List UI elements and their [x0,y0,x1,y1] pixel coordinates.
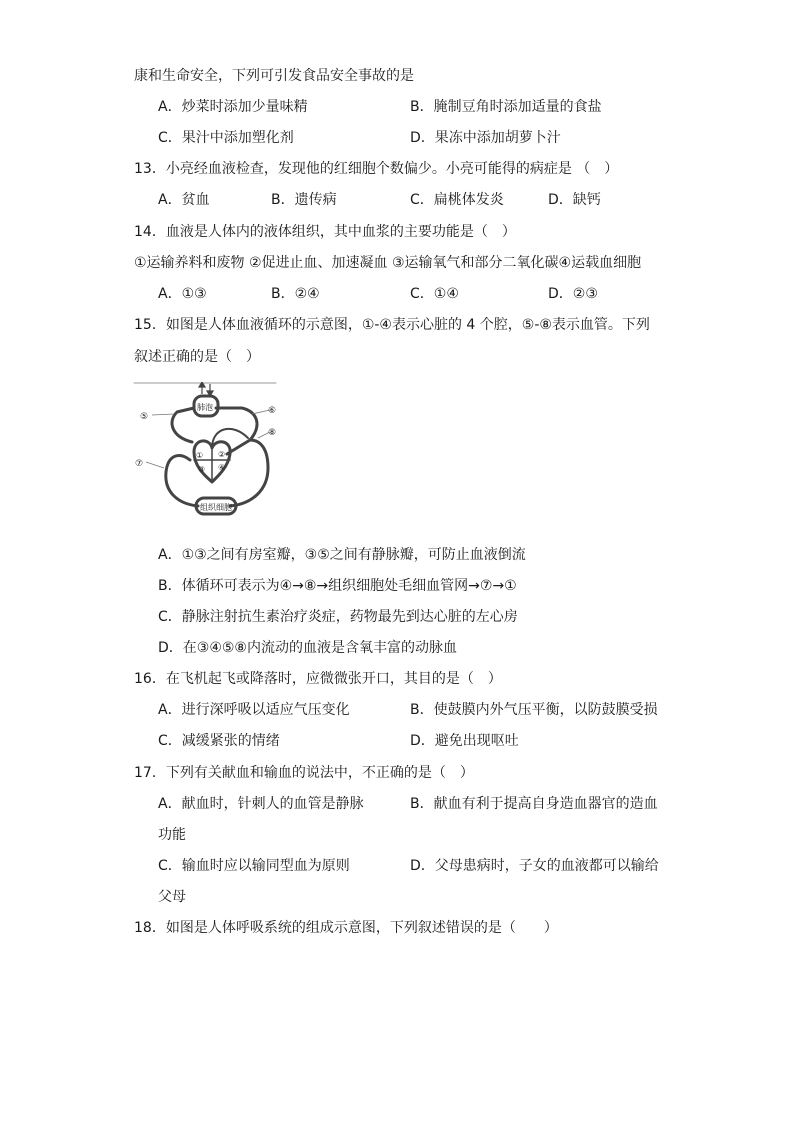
label-2: ② [218,450,226,459]
q12-stem-continuation: 康和生命安全，下列可引发食品安全事故的是 [134,68,414,84]
q16-option-d[interactable]: D．避免出现呕吐 [410,733,519,749]
q17-option-a[interactable]: A．献血时，针刺人的血管是静脉 [158,796,364,812]
q15-stem-line2: 叙述正确的是（ ） [134,349,260,365]
label-8: ⑧ [268,428,277,438]
q14-option-a[interactable]: A．①③ [158,286,207,302]
q18-stem: 18．如图是人体呼吸系统的组成示意图，下列叙述错误的是（ ） [134,920,558,936]
q12-option-a[interactable]: A．炒菜时添加少量味精 [158,99,308,115]
label-tissue: 组织细胞 [200,503,232,512]
q13-stem: 13．小亮经血液检查，发现他的红细胞个数偏少。小亮可能得的病症是 （ ） [134,161,619,177]
q15-option-b[interactable]: B．体循环可表示为④→⑧→组织细胞处毛细血管网→⑦→① [158,578,517,594]
q15-option-a[interactable]: A．①③之间有房室瓣，③⑤之间有静脉瓣，可防止血液倒流 [158,547,526,563]
q13-option-a[interactable]: A．贫血 [158,192,210,208]
q16-option-a[interactable]: A．进行深呼吸以适应气压变化 [158,702,350,718]
q15-option-c[interactable]: C．静脉注射抗生素治疗炎症，药物最先到达心脏的左心房 [158,609,518,625]
q13-option-d[interactable]: D．缺钙 [548,192,601,208]
q12-option-d[interactable]: D．果冻中添加胡萝卜汁 [410,130,561,146]
q17-option-b-wrap: 功能 [158,827,186,843]
blood-circulation-diagram [132,382,278,528]
label-3: ③ [198,465,206,474]
q12-option-b[interactable]: B．腌制豆角时添加适量的食盐 [410,99,602,115]
q14-stem: 14．血液是人体内的液体组织，其中血浆的主要功能是（ ） [134,224,516,240]
q13-option-b[interactable]: B．遗传病 [271,192,337,208]
q17-option-b[interactable]: B．献血有利于提高自身造血器官的造血 [410,796,658,812]
label-lung: 肺泡 [197,403,213,412]
q16-option-c[interactable]: C．减缓紧张的情绪 [158,733,280,749]
q15-stem-line1: 15．如图是人体血液循环的示意图，①-④表示心脏的 4 个腔，⑤-⑧表示血管。下列 [134,317,650,333]
label-6: ⑥ [268,406,277,416]
label-7: ⑦ [135,459,144,469]
q17-option-c[interactable]: C．输血时应以输同型血为原则 [158,858,350,874]
label-1: ① [196,451,204,460]
q14-option-b[interactable]: B．②④ [271,286,320,302]
label-5: ⑤ [140,412,149,422]
q17-option-d[interactable]: D．父母患病时，子女的血液都可以输给 [410,858,659,874]
label-4: ④ [218,463,226,472]
q14-items: ①运输养料和废物 ②促进止血、加速凝血 ③运输氧气和部分二氧化碳④运载血细胞 [134,255,642,271]
q16-option-b[interactable]: B．使鼓膜内外气压平衡，以防鼓膜受损 [410,702,658,718]
q17-option-d-wrap: 父母 [158,889,186,905]
q17-stem: 17．下列有关献血和输血的说法中，不正确的是（ ） [134,765,474,781]
q16-stem: 16．在飞机起飞或降落时，应微微张开口，其目的是（ ） [134,671,502,687]
q12-option-c[interactable]: C．果汁中添加塑化剂 [158,130,294,146]
q13-option-c[interactable]: C．扁桃体发炎 [410,192,504,208]
q14-option-c[interactable]: C．①④ [410,286,459,302]
q14-option-d[interactable]: D．②③ [548,286,598,302]
q15-option-d[interactable]: D．在③④⑤⑧内流动的血液是含氧丰富的动脉血 [158,640,457,656]
